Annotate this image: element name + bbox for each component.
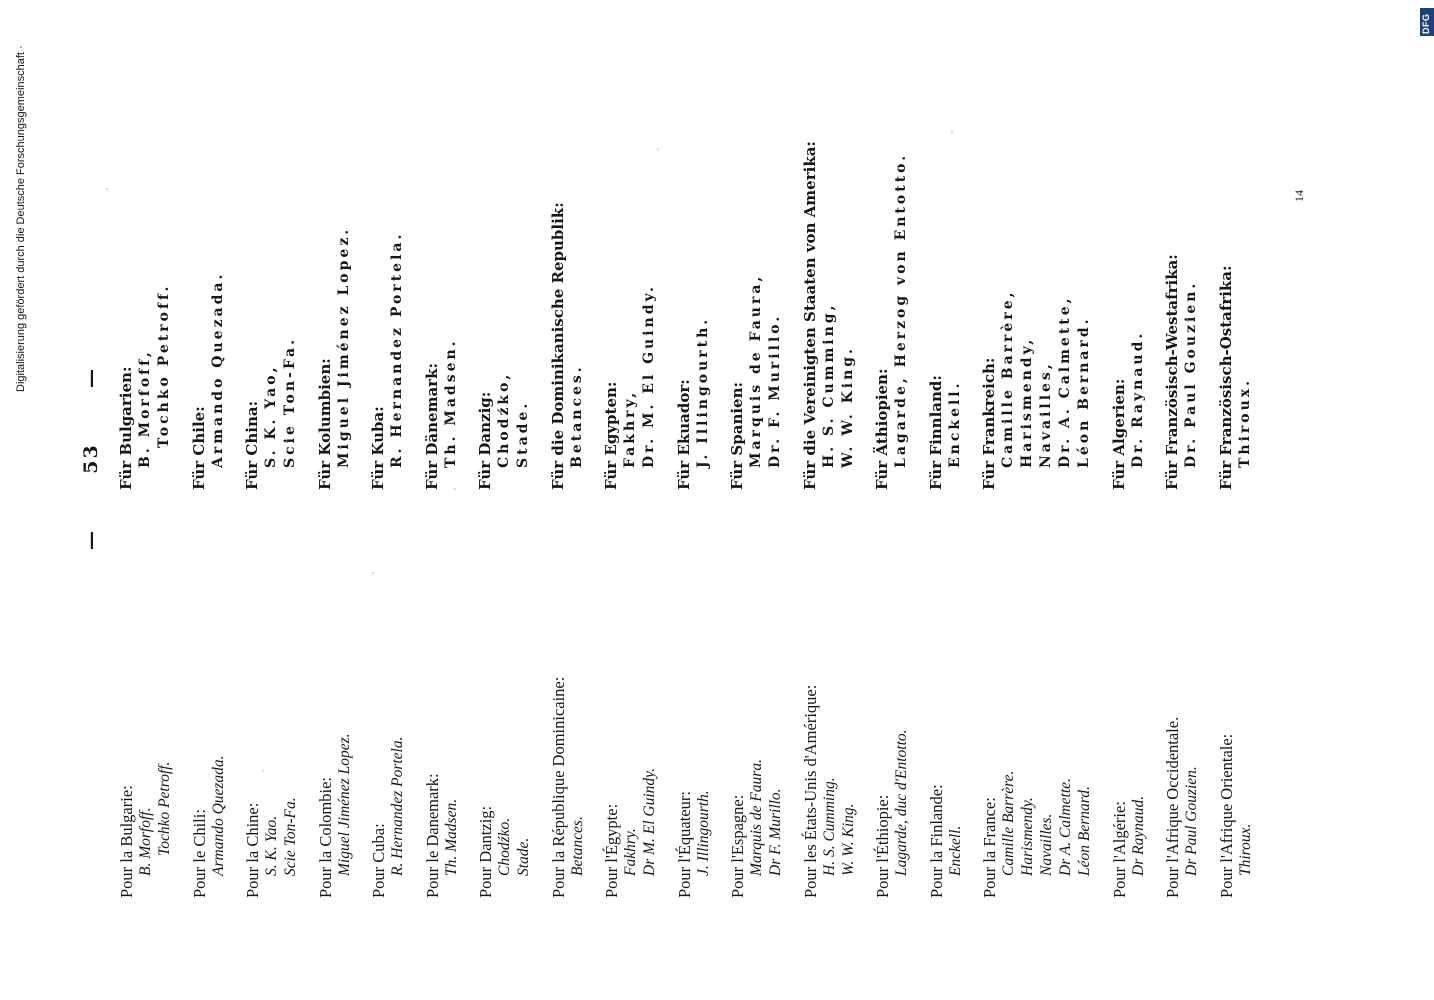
country-heading: Für Äthiopien: bbox=[873, 368, 891, 490]
signatory-name: Camille Barrère, bbox=[1000, 289, 1016, 468]
signatory-name: Chodźko. bbox=[496, 817, 513, 876]
signatory-name: Thiroux. bbox=[1236, 823, 1254, 876]
country-heading: Pour l'Éthiopie: bbox=[873, 794, 892, 898]
scan-speck bbox=[106, 188, 108, 190]
signatory-entry bbox=[549, 141, 587, 490]
signatory-name: B. Morfoff, bbox=[137, 349, 153, 468]
signatory-entry bbox=[243, 677, 300, 898]
signatory-entry bbox=[602, 141, 659, 490]
country-heading: Für die Dominikanische Republik: bbox=[548, 202, 567, 490]
country-heading: Pour l'Algérie: bbox=[1109, 801, 1129, 898]
signatory-name: Lagarde, Herzog von Entotto. bbox=[893, 152, 909, 468]
country-heading: Pour l'Égypte: bbox=[602, 803, 621, 898]
signatory-name: Miguel Jiménez Lopez. bbox=[335, 733, 353, 876]
signatory-entry bbox=[423, 141, 461, 490]
signatory-name: Chodźko, bbox=[496, 371, 512, 468]
signatory-name: Miguel Jiménez Lopez. bbox=[335, 226, 352, 468]
signatory-entry bbox=[675, 677, 713, 898]
scan-speck bbox=[951, 131, 953, 133]
country-heading: Für Spanien: bbox=[728, 381, 746, 490]
signatory-entry bbox=[316, 677, 354, 898]
signatory-name: B. Morfoff. bbox=[137, 807, 154, 876]
signatory-entry bbox=[190, 677, 228, 898]
signatory-name: Camille Barrère. bbox=[1000, 770, 1017, 876]
country-heading: Für Kuba: bbox=[369, 406, 387, 490]
signatory-name: Dr Paul Gouzien. bbox=[1183, 766, 1200, 876]
signatory-name: Dr. A. Calmette, bbox=[1057, 295, 1073, 468]
signatory-name: Armando Quezada. bbox=[209, 755, 227, 876]
signatory-entry bbox=[190, 141, 228, 490]
signatory-entry bbox=[369, 677, 407, 898]
signatory-entry bbox=[316, 141, 354, 490]
signatory-name: Marquis de Faura. bbox=[748, 759, 765, 876]
signatory-name: Scie Ton-Fa. bbox=[282, 337, 298, 468]
country-heading: Pour l'Afrique Occidentale. bbox=[1163, 716, 1182, 898]
signatory-name: Dr Raynaud. bbox=[1129, 795, 1147, 876]
country-heading: Für Bulgarien: bbox=[117, 366, 135, 490]
signatory-entry bbox=[801, 677, 858, 898]
country-heading: Für Frankreich: bbox=[980, 357, 998, 490]
signatory-entry bbox=[1110, 677, 1148, 898]
country-heading: Für Danzig: bbox=[476, 391, 494, 490]
signatory-name: Enckell. bbox=[946, 380, 963, 468]
scan-speck bbox=[372, 572, 374, 574]
signatory-entry bbox=[980, 677, 1094, 898]
signatory-entry bbox=[1217, 677, 1255, 898]
country-heading: Pour le Chili: bbox=[189, 809, 209, 898]
signatory-name: Dr. Raynaud. bbox=[1129, 330, 1146, 468]
signatory-entry bbox=[980, 141, 1094, 490]
page-number: 53 bbox=[80, 443, 102, 474]
page-number-header bbox=[80, 367, 102, 550]
signatory-entry bbox=[1217, 141, 1255, 490]
country-heading: Für China: bbox=[243, 400, 261, 490]
signatory-name: Thiroux. bbox=[1236, 377, 1253, 468]
country-heading: Pour l'Espagne: bbox=[728, 794, 747, 898]
country-heading: Für Algerien: bbox=[1109, 378, 1128, 490]
signatory-name: S. K. Yao, bbox=[263, 364, 279, 468]
signatory-name: Harismendy, bbox=[1019, 336, 1035, 468]
signatory-name: Fakhry, bbox=[622, 389, 638, 468]
country-heading: Pour les États-Unis d'Amérique: bbox=[800, 684, 820, 898]
signatory-name: Dr A. Calmette. bbox=[1057, 778, 1074, 876]
country-heading: Pour Cuba: bbox=[369, 823, 388, 898]
country-heading: Pour la Chine: bbox=[243, 802, 262, 898]
signatory-name: Betances. bbox=[568, 364, 585, 468]
signatory-name: Tochko Petroff. bbox=[156, 283, 172, 448]
country-heading: Für Kolumbien: bbox=[315, 358, 334, 490]
signatory-entry bbox=[243, 141, 300, 490]
country-heading: Pour la Colombie: bbox=[315, 777, 335, 898]
signatory-name: Armando Quezada. bbox=[209, 271, 226, 468]
country-heading: Für Dänemark: bbox=[422, 362, 441, 490]
signatory-entry bbox=[476, 677, 533, 898]
country-heading: Pour la République Dominicaine: bbox=[548, 676, 568, 898]
country-heading: Für Finnland: bbox=[926, 375, 945, 490]
signatory-entry bbox=[1163, 141, 1201, 490]
country-heading: Für Französisch-Westafrika: bbox=[1163, 254, 1181, 490]
signatory-name: J. Illingourth. bbox=[694, 790, 712, 876]
header-dash-left: — bbox=[80, 529, 102, 550]
signatory-entry bbox=[117, 141, 174, 490]
signatory-entry bbox=[1110, 141, 1148, 490]
signatory-name: Tochko Petroff. bbox=[156, 761, 173, 856]
signatory-name: Stade. bbox=[515, 400, 531, 468]
signatory-name: Navailles, bbox=[1038, 361, 1054, 468]
signatory-name: Harismendy. bbox=[1019, 797, 1036, 876]
signatory-name: Dr. F. Murillo. bbox=[767, 313, 783, 468]
dfg-logo-text: DFG bbox=[1421, 13, 1431, 34]
signatory-entry bbox=[728, 677, 785, 898]
header-dash-right: — bbox=[80, 367, 102, 389]
signatory-name: Betances. bbox=[568, 816, 586, 876]
signatory-name: Dr. Paul Gouzien. bbox=[1183, 280, 1199, 468]
signatory-name: W. W. King. bbox=[839, 803, 857, 876]
signatory-entry bbox=[927, 141, 965, 490]
signatory-entry bbox=[549, 677, 587, 898]
signatory-name: Th. Madsen. bbox=[442, 338, 459, 468]
signatory-name: Marquis de Faura, bbox=[748, 273, 764, 468]
country-heading: Pour la France: bbox=[980, 797, 999, 898]
french-signatories-column bbox=[117, 677, 1270, 898]
signatory-name: H. S. Cumming, bbox=[820, 302, 837, 468]
country-heading: Pour Dantzig: bbox=[476, 805, 495, 898]
country-heading: Für Egypten: bbox=[602, 381, 620, 490]
signatory-name: S. K. Yao. bbox=[263, 815, 280, 876]
country-heading: Pour la Bulgarie: bbox=[117, 785, 136, 898]
signatory-name: Scie Ton-Fa. bbox=[282, 797, 299, 876]
signatory-name: Th. Madsen. bbox=[442, 798, 460, 876]
signatory-name: Lagarde, duc d'Entotto. bbox=[893, 729, 910, 876]
signatory-name: Dr F. Murillo. bbox=[767, 788, 784, 876]
signatory-name: Léon Bernard. bbox=[1076, 316, 1092, 468]
country-heading: Pour l'Équateur: bbox=[674, 791, 694, 898]
country-heading: Pour l'Afrique Orientale: bbox=[1216, 733, 1236, 898]
signatory-name: W. W. King. bbox=[839, 346, 856, 468]
signatory-entry bbox=[873, 677, 911, 898]
signatory-entry bbox=[423, 677, 461, 898]
signatory-name: J. Illingourth. bbox=[694, 316, 711, 468]
country-heading: Für Ekuador: bbox=[674, 379, 693, 490]
signatory-entry bbox=[602, 677, 659, 898]
country-heading: Pour la Finlande: bbox=[926, 784, 946, 898]
signatory-name: Fakhry. bbox=[622, 828, 639, 876]
dfg-logo bbox=[1420, 8, 1434, 36]
signatory-name: Dr M. El Guindy. bbox=[641, 767, 658, 876]
signatory-entry bbox=[801, 141, 858, 490]
signatory-entry bbox=[728, 141, 785, 490]
signatory-name: Léon Bernard. bbox=[1076, 786, 1093, 876]
signatory-entry bbox=[675, 141, 713, 490]
signatory-name: Dr. M. El Guindy. bbox=[641, 284, 657, 468]
signature-mark: 14 bbox=[1292, 190, 1306, 202]
signatory-entry bbox=[369, 141, 407, 490]
signatory-entry bbox=[117, 677, 174, 898]
signatory-entry bbox=[927, 677, 965, 898]
signatory-name: H. S. Cumming. bbox=[820, 777, 838, 876]
signatory-entry bbox=[873, 141, 911, 490]
country-heading: Für Chile: bbox=[189, 406, 208, 490]
signatory-entry bbox=[476, 141, 533, 490]
signatory-name: Navailles. bbox=[1038, 813, 1055, 876]
german-signatories-column bbox=[117, 141, 1270, 490]
signatory-name: Enckell. bbox=[946, 825, 964, 876]
country-heading: Für die Vereinigten Staaten von Amerika: bbox=[800, 141, 819, 490]
signatory-name: Stade. bbox=[515, 837, 532, 876]
signatory-entry bbox=[1163, 677, 1201, 898]
signatory-name: R. Hernandez Portela. bbox=[389, 736, 406, 876]
signatory-name: R. Hernandez Portela. bbox=[389, 231, 405, 468]
digitization-credit: Digitalisierung gefördert durch die Deutsche Forschungsgemeinschaft · bbox=[15, 45, 27, 392]
country-heading: Für Französisch-Ostafrika: bbox=[1216, 265, 1235, 490]
country-heading: Pour le Danemark: bbox=[422, 773, 442, 898]
